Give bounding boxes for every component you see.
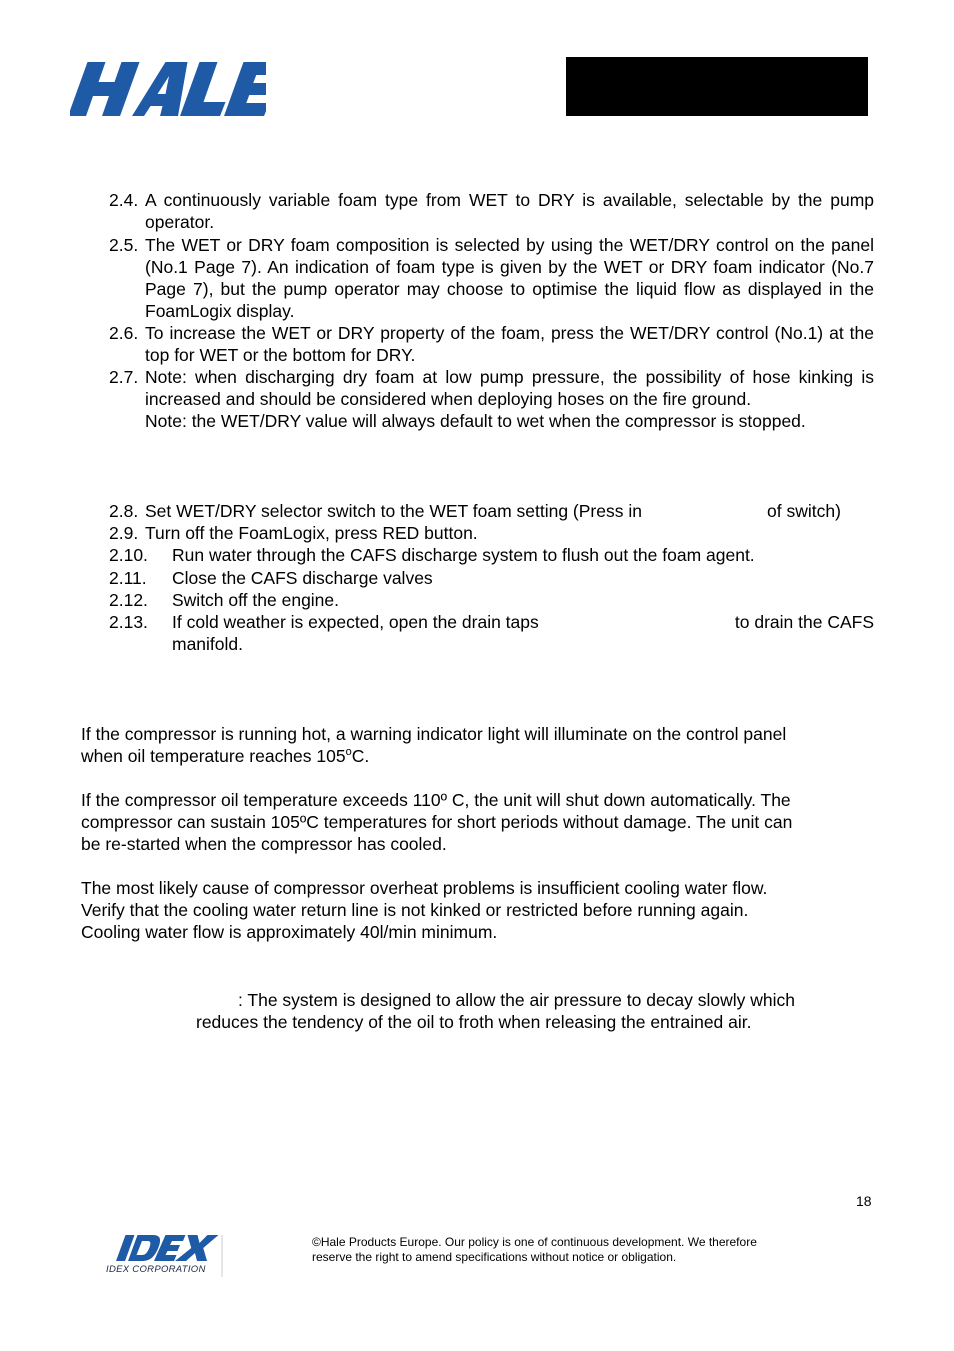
item-number: 2.9. [109,523,139,543]
copyright-line: ©Hale Products Europe. Our policy is one of continuous development. We therefore [312,1235,757,1249]
item-number: 2.12. [109,590,148,610]
hale-logo [70,60,266,118]
footer-copyright [312,1235,757,1265]
header-black-box [566,57,868,116]
page-number: 18 [856,1193,872,1209]
item-text: To increase the WET or DRY property of the foam, press the WET/DRY control (No.1) at the top for WET or the bottom for DRY. [145,323,874,365]
paragraph-line [81,745,876,767]
paragraph-line: Cooling water flow is approximately 40l/min minimum. [81,922,498,942]
item-text-cont: manifold. [172,634,244,654]
item-text: Turn off the FoamLogix, press RED button. [145,523,478,543]
idex-corporation-label: IDEX CORPORATION [106,1264,206,1275]
item-text: The WET or DRY foam composition is selected by using the WET/DRY control on the panel (No.1 Page 7). An indication of foam type is given by the WET or DRY foam indicator (No.7 Page 7), but the pump operator may choose to optimise the liquid flow as displayed in the FoamLogix display. [145,235,874,321]
list-item-2-7 [109,366,874,432]
item-text-end: to drain the CAFS [734,612,874,632]
item-number: 2.13. [109,612,148,632]
item-text: If cold weather is expected, open the drain taps [172,612,539,632]
paragraph-line: The most likely cause of compressor overheat problems is insufficient cooling water flow. [81,878,768,898]
item-text: A continuously variable foam type from WET to DRY is available, selectable by the pump operator. [145,190,874,232]
item-text-end: of switch) [767,501,841,521]
list-item-2-5 [109,234,874,322]
item-number: 2.4. [109,190,139,210]
item-text: Run water through the CAFS discharge system to flush out the foam agent. [172,545,755,565]
overheat-paragraph-3 [81,877,876,943]
item-note: Note: the WET/DRY value will always default to wet when the compressor is stopped. [145,411,806,431]
note-line-1 [238,989,868,1011]
item-text: Note: when discharging dry foam at low pump pressure, the possibility of hose kinking is increased and should be considered when deploying hoses on the fire ground. [145,367,874,409]
note-text: : The system is designed to allow the air pressure to decay slowly which [238,990,796,1010]
overheat-paragraph-1 [81,723,876,767]
temperature-text: when oil temperature reaches 105 [81,746,346,766]
list-item-2-4 [109,189,874,233]
item-text: Close the CAFS discharge valves [172,568,433,588]
item-text: Switch off the engine. [172,590,340,610]
item-number: 2.6. [109,323,139,343]
item-text: Set WET/DRY selector switch to the WET foam setting (Press in [145,501,642,521]
paragraph-line: be re-started when the compressor has cooled. [81,834,447,854]
item-number: 2.11. [109,568,147,588]
paragraph-line: If the compressor is running hot, a warning indicator light will illuminate on the control panel [81,724,787,744]
note-line-2 [196,1011,876,1033]
copyright-line: reserve the right to amend specifications without notice or obligation. [312,1250,677,1264]
item-number: 2.5. [109,235,139,255]
degree-superscript: o [345,746,352,759]
temperature-unit: C. [351,746,370,766]
item-number: 2.10. [109,545,148,565]
item-number: 2.8. [109,501,139,521]
paragraph-line: If the compressor oil temperature exceeds 110º C, the unit will shut down automatically. The [81,790,791,810]
note-text: reduces the tendency of the oil to froth when releasing the entrained air. [196,1012,752,1032]
overheat-paragraph-2 [81,789,876,855]
paragraph-line: Verify that the cooling water return line is not kinked or restricted before running again. [81,900,749,920]
item-number: 2.7. [109,367,139,387]
list-item-2-6 [109,322,874,366]
paragraph-line: compressor can sustain 105ºC temperatures for short periods without damage. The unit can [81,812,793,832]
